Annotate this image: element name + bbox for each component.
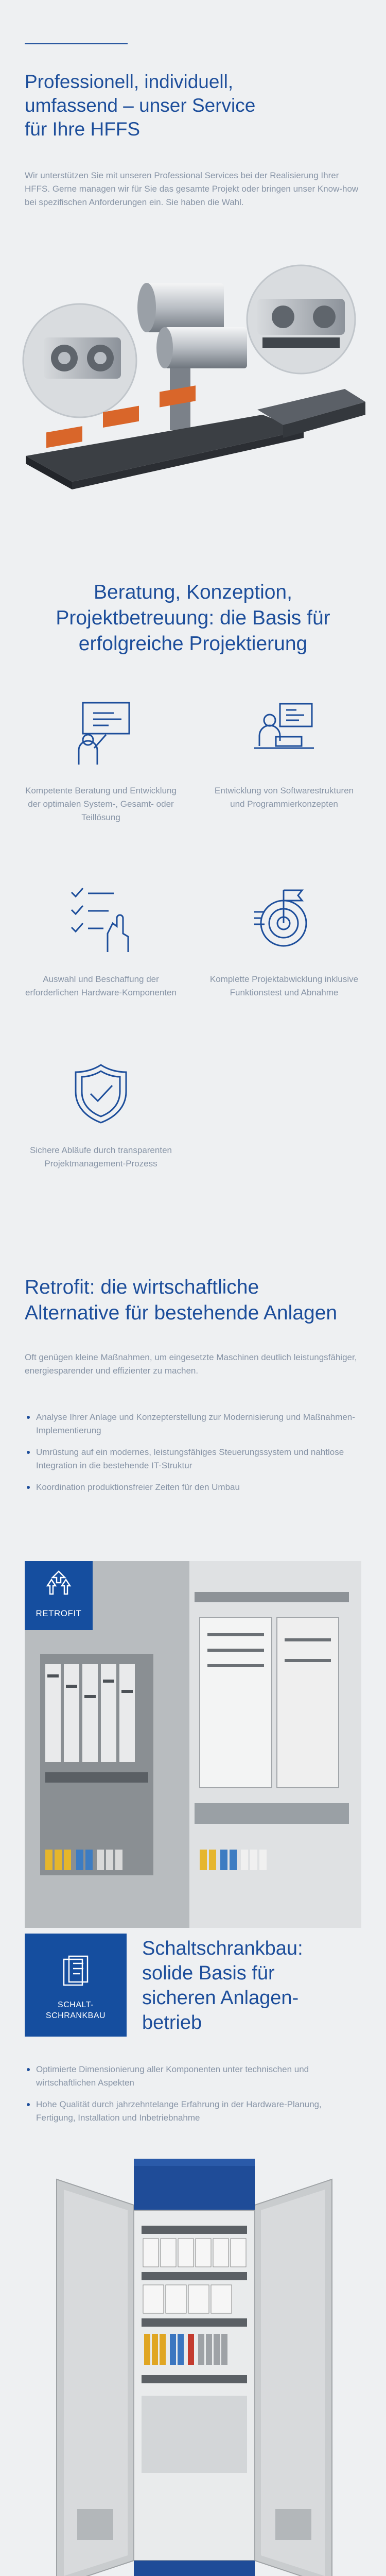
retrofit-intro: Oft genügen kleine Maßnahmen, um eingesetzte Maschinen deutlich leistungsfähiger, energiesparender und effizienter zu machen. bbox=[25, 1352, 357, 1376]
consulting-title-line: Beratung, Konzeption, bbox=[94, 581, 292, 603]
service-label: Auswahl und Beschaffung der erforderlichen Hardware-Komponenten bbox=[25, 974, 177, 997]
hero-title-line: für Ihre HFFS bbox=[25, 118, 141, 140]
list-item: Analyse Ihrer Anlage und Konzepterstellung zur Modernisierung und Maßnahmen-Implementierung bbox=[25, 1411, 361, 1437]
retrofit-title-line: Alternative für bestehende Anlagen bbox=[25, 1302, 338, 1324]
hero-title bbox=[25, 70, 364, 141]
consulting-title-line: Projektbetreuung: die Basis für bbox=[56, 607, 330, 629]
retrofit-badge bbox=[25, 1561, 93, 1630]
retrofit-badge-label: RETROFIT bbox=[36, 1608, 82, 1618]
service-label: Sichere Abläufe durch transparenten Projektmanagement-Prozess bbox=[30, 1145, 172, 1168]
cabinet-bullets bbox=[25, 2063, 361, 2133]
retrofit-bullets bbox=[25, 1411, 361, 1502]
service-label: Entwicklung von Softwarestrukturen und Programmierkonzepten bbox=[214, 786, 354, 809]
list-item: Optimierte Dimensionierung aller Komponenten unter technischen und wirtschaftlichen Aspekten bbox=[25, 2063, 361, 2090]
list-item: Umrüstung auf ein modernes, leistungsfähiges Steuerungssystem und nahtlose Integration in die bestehende IT-Struktur bbox=[25, 1446, 361, 1472]
cabinet-badge-label bbox=[25, 1999, 127, 2021]
cabinet-title-line: betrieb bbox=[142, 2012, 202, 2033]
shield-check-icon bbox=[73, 1063, 129, 1125]
checklist-hand-icon bbox=[67, 886, 134, 953]
retrofit-title bbox=[25, 1275, 364, 1326]
cabinet-badge bbox=[25, 1934, 127, 2037]
cabinet-badge-line: SCHRANKBAU bbox=[45, 2011, 106, 2020]
cabinet-badge-line: SCHALT- bbox=[58, 2001, 94, 2009]
hero-title-line: umfassend – unser Service bbox=[25, 95, 256, 116]
cabinet-title-line: solide Basis für bbox=[142, 1962, 275, 1984]
presenter-board-icon bbox=[67, 699, 134, 766]
service-label: Kompetente Beratung und Entwicklung der optimalen System-, Gesamt- oder Teillösung bbox=[25, 786, 177, 822]
hero-intro: Wir unterstützen Sie mit unseren Professional Services bei der Realisierung Ihrer HFFS. Gerne managen wir für Sie das gesamte Projekt oder bringen unser Know-how bei spezifischen Anforderungen ein. Sie haben die Wahl. bbox=[25, 171, 359, 207]
retrofit-arrows-icon bbox=[45, 1569, 72, 1596]
consulting-title-line: erfolgreiche Projektierung bbox=[78, 633, 308, 655]
developer-workstation-icon bbox=[250, 699, 317, 766]
hero-machinery-image bbox=[15, 260, 371, 497]
retrofit-title-line: Retrofit: die wirtschaftliche bbox=[25, 1276, 259, 1298]
top-divider bbox=[25, 43, 128, 44]
cabinet-document-icon bbox=[62, 1954, 91, 1988]
switch-cabinet-image bbox=[46, 2148, 342, 2576]
cabinet-title-line: Schaltschrankbau: bbox=[142, 1938, 303, 1959]
hero-title-line: Professionell, individuell, bbox=[25, 71, 234, 92]
list-item: Koordination produktionsfreier Zeiten für den Umbau bbox=[25, 1481, 361, 1494]
service-label: Komplette Projektabwicklung inklusive Funktionstest und Abnahme bbox=[209, 974, 359, 997]
list-item: Hohe Qualität durch jahrzehntelange Erfahrung in der Hardware-Planung, Fertigung, Installation und Inbetriebnahme bbox=[25, 2098, 361, 2125]
consulting-title bbox=[31, 580, 355, 657]
cabinet-title-line: sicheren Anlagen- bbox=[142, 1987, 299, 2009]
cabinet-title bbox=[142, 1936, 369, 2035]
target-flag-icon bbox=[250, 886, 317, 953]
